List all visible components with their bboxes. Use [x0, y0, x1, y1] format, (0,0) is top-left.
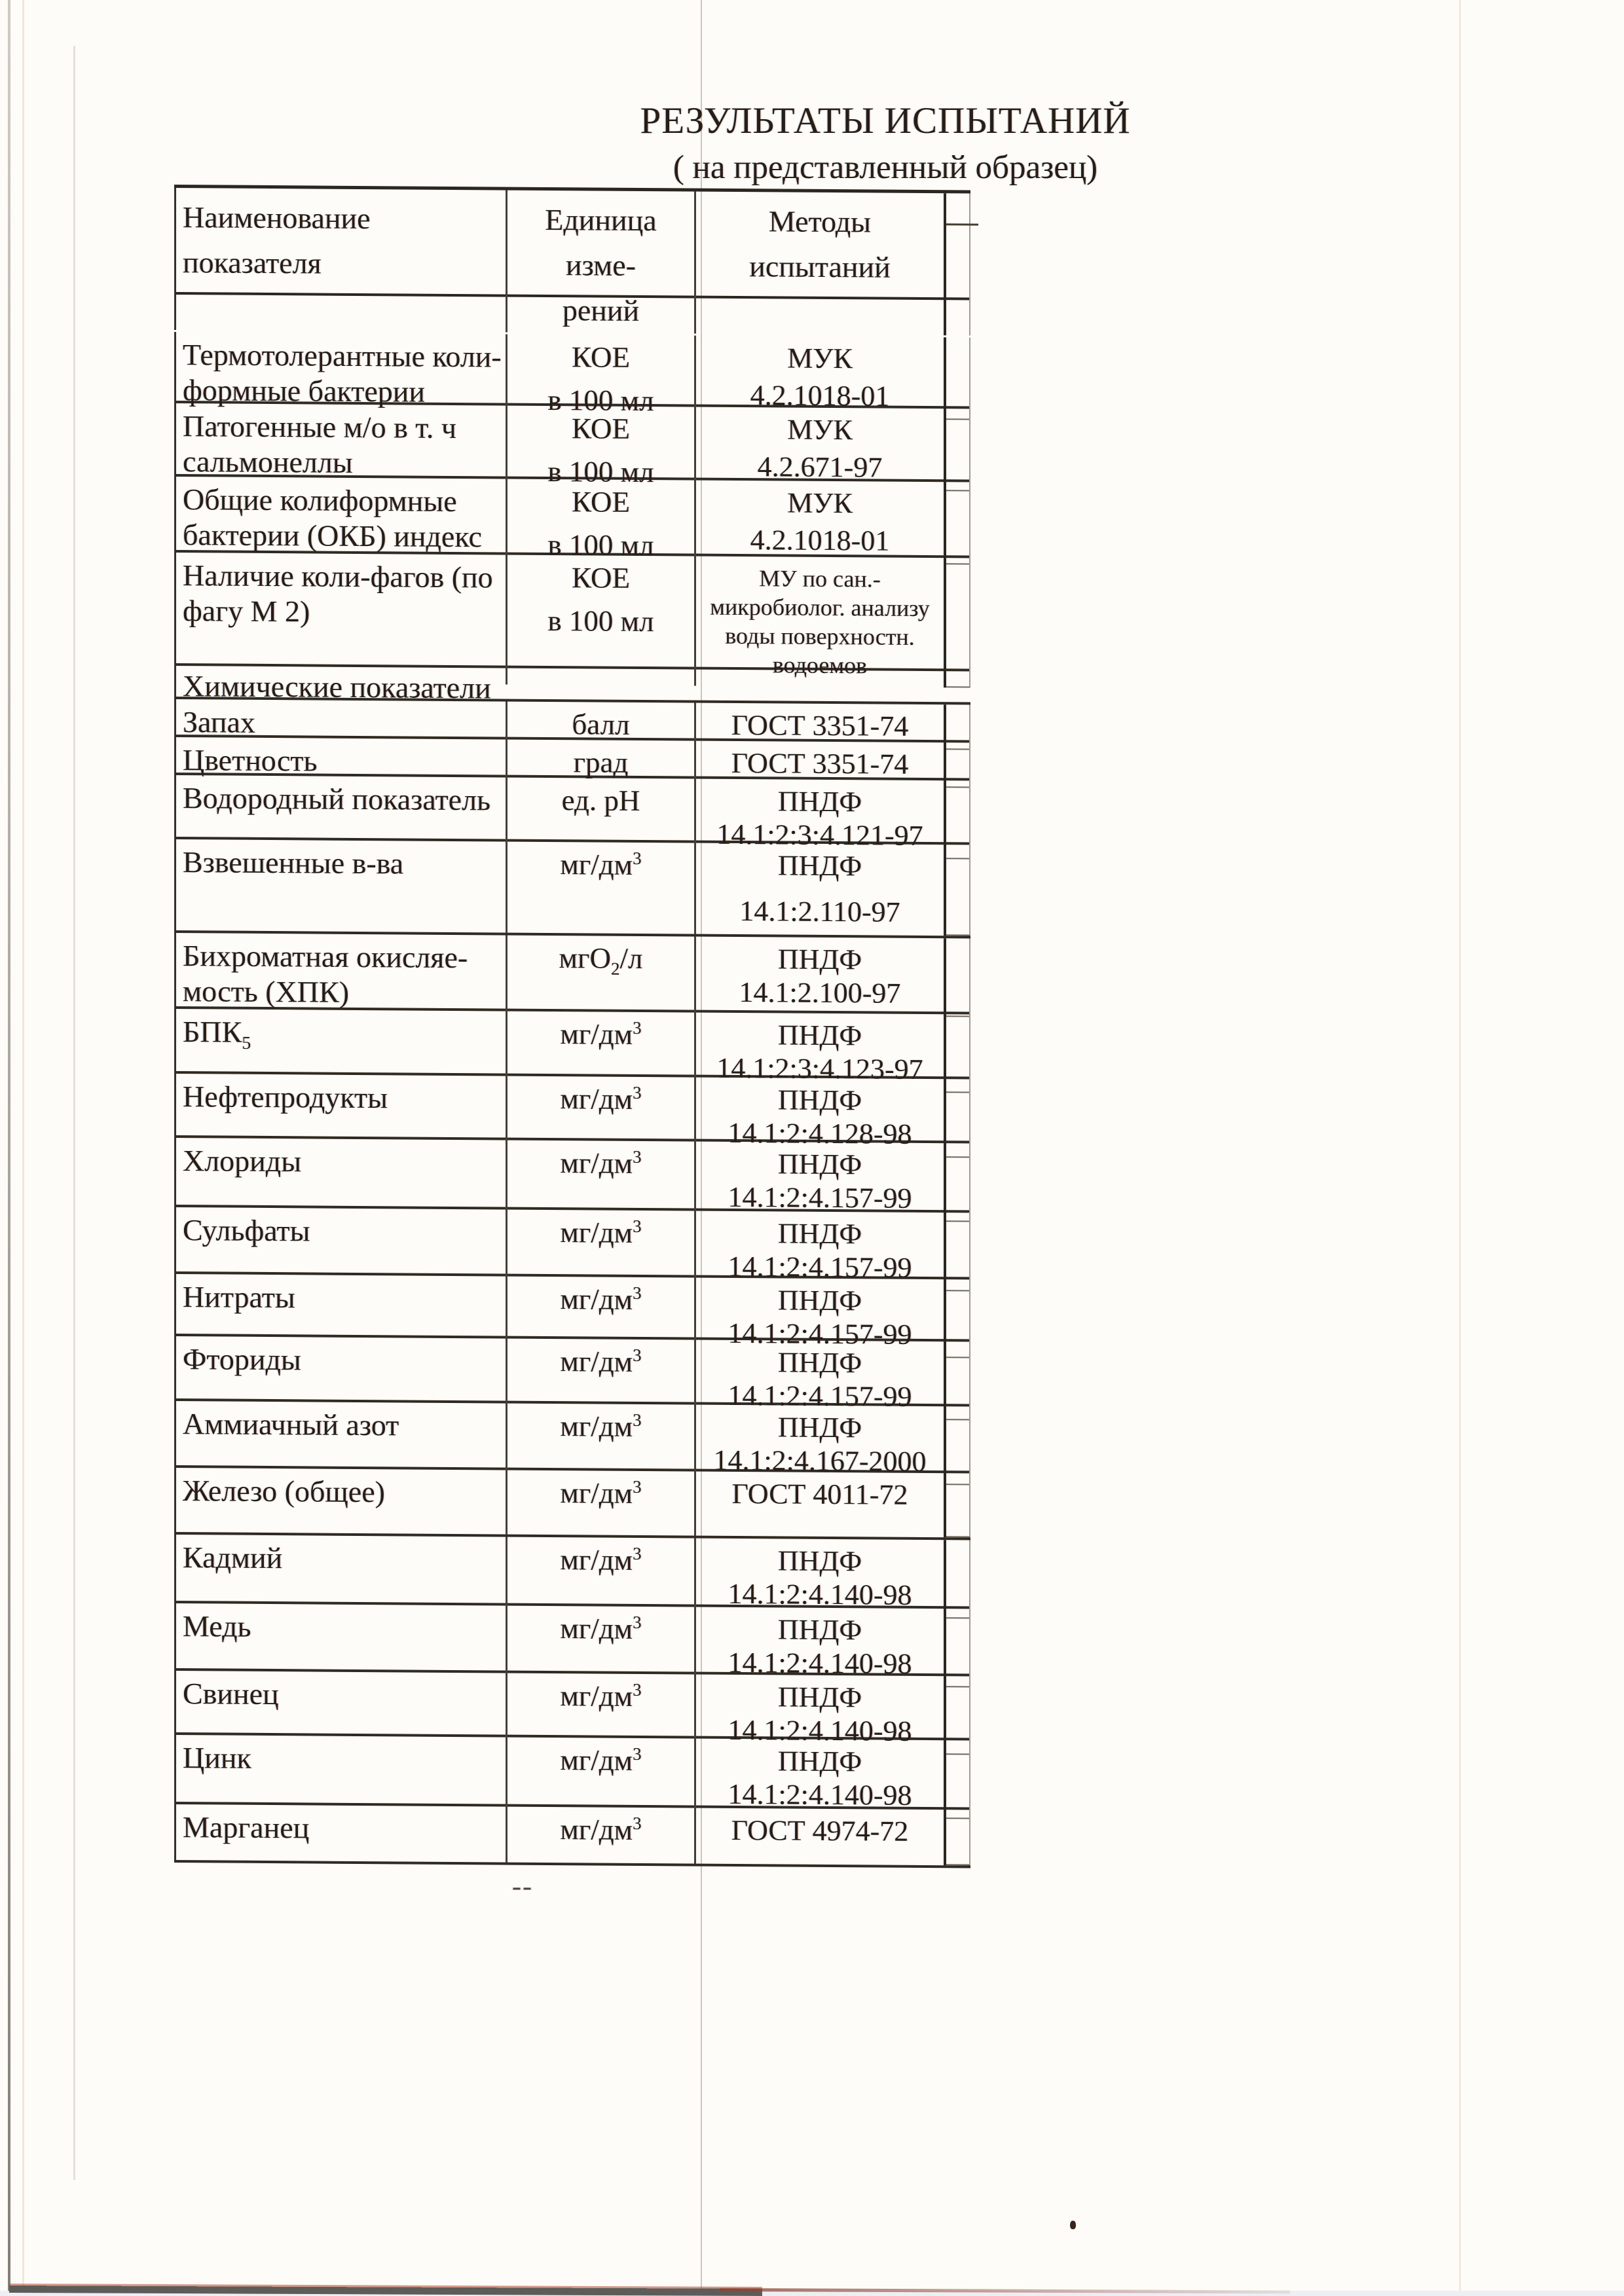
cell-parameter-name: Железо (общее) — [174, 1468, 507, 1535]
cell-method: ПНДФ 14.1:2:4.157-99 — [696, 1340, 946, 1421]
cell-method: ПНДФ 14.1:2:4.140-98 — [696, 1675, 946, 1755]
table-stub-column — [946, 337, 970, 420]
cell-parameter-name: Медь — [174, 1603, 507, 1685]
cell-method: ПНДФ 14.1:2:4.140-98 — [696, 1607, 946, 1688]
cell-unit: КОЕ в 100 мл — [507, 555, 696, 686]
cell-method: МУК 4.2.671-97 — [696, 407, 946, 492]
table-stub-column — [946, 1810, 970, 1865]
cell-unit: балл — [507, 702, 696, 748]
table-row — [174, 933, 970, 1014]
cell-unit: $мг/дм^3$ — [507, 1404, 696, 1484]
header-cell-method: Методы испытаний — [696, 192, 946, 336]
cell-method: ПНДФ 14.1:2:4.167-2000 — [696, 1405, 946, 1485]
cell-parameter-name: Нитраты — [174, 1274, 507, 1355]
cell-method: ПНДФ 14.1:2.100-97 — [696, 937, 946, 1017]
cell-method: ГОСТ 3351-74 — [696, 703, 946, 750]
cell-parameter-name: Сульфаты — [174, 1207, 507, 1288]
table-row — [174, 1274, 970, 1351]
cell-parameter-name: Аммиачный азот — [174, 1401, 507, 1482]
cell-parameter-name: Кадмий — [174, 1535, 507, 1616]
header-row — [174, 185, 970, 327]
table-stub-column — [946, 1473, 970, 1537]
stray-dash-mark: -- — [512, 1872, 533, 1902]
cell-method: ГОСТ 3351-74 — [696, 741, 946, 788]
scan-artifact-line — [73, 46, 75, 2180]
header-cell-parameter: Наименование показателя — [174, 188, 507, 333]
cell-unit: $мг/дм^3$ — [507, 1807, 696, 1864]
cell-parameter-name: Фториды — [174, 1336, 507, 1417]
table-row — [174, 839, 970, 938]
cell-unit: мгО$_2$/л — [507, 936, 696, 1015]
table-row — [174, 1468, 970, 1540]
cell-parameter-name: Термотолерантные коли- формные бактерии — [174, 332, 507, 417]
stub-tick-line — [946, 223, 978, 225]
cell-parameter-name: Бихроматная окисляе- мость (ХПК) — [174, 933, 507, 1014]
table-row — [174, 1804, 970, 1868]
table-stub-column — [946, 193, 970, 335]
table-stub-column — [946, 409, 970, 491]
table-row — [174, 1735, 970, 1810]
table-row — [174, 477, 970, 562]
scan-artifact-line — [1459, 0, 1461, 2296]
cell-unit: КОЕ в 100 мл — [507, 335, 696, 418]
cell-parameter-name: Общие колиформные бактерии (ОКБ) индекс — [174, 477, 507, 562]
results-table — [174, 185, 970, 1868]
table-stub-column — [946, 1740, 970, 1819]
cell-parameter-name: Наличие коли-фагов (по фагу М 2) — [174, 553, 507, 684]
cell-unit: $мг/дм^3$ — [507, 1210, 696, 1290]
cell-parameter-name: Хлориды — [174, 1138, 507, 1219]
cell-unit: $мг/дм^3$ — [507, 1011, 696, 1091]
cell-parameter-name: $БПК_5$ — [174, 1009, 507, 1090]
table-row — [174, 1671, 970, 1747]
cell-method: ПНДФ 14.1:2:4.140-98 — [696, 1539, 946, 1619]
cell-parameter-name: Запах — [174, 699, 507, 747]
table-row — [174, 1074, 970, 1150]
cell-unit: $мг/дм^3$ — [507, 1140, 696, 1220]
cell-method: ГОСТ 4974-72 — [696, 1808, 946, 1866]
cell-method: ПНДФ 14.1:2.110-97 — [696, 843, 946, 936]
cell-unit: КОЕ в 100 мл — [507, 479, 696, 563]
page-left-edge-line — [8, 0, 10, 2296]
table-row — [174, 553, 970, 679]
cell-unit: $мг/дм^3$ — [507, 1738, 696, 1817]
table-row — [174, 1336, 970, 1413]
table-row — [174, 1207, 970, 1284]
header-cell-unit: Единица изме- рений — [507, 191, 696, 334]
cell-parameter-name: Взвешенные в-ва — [174, 839, 507, 933]
cell-method: ПНДФ 14.1:2:3:4.121-97 — [696, 779, 946, 860]
ink-speck — [1070, 2221, 1076, 2229]
cell-parameter-name: Нефтепродукты — [174, 1074, 507, 1155]
cell-method: ПНДФ 14.1:2:4.128-98 — [696, 1078, 946, 1158]
table-row — [174, 1535, 970, 1609]
table-row — [174, 1401, 970, 1478]
cell-unit: $мг/дм^3$ — [507, 1673, 696, 1753]
scan-artifact-line — [22, 0, 24, 2296]
cell-method: ПНДФ 14.1:2:4.157-99 — [696, 1211, 946, 1292]
cell-unit: $мг/дм^3$ — [507, 1339, 696, 1419]
table-stub-column — [946, 938, 970, 1017]
cell-parameter-name: Водородный показатель — [174, 775, 507, 856]
table-stub-column — [946, 845, 970, 936]
cell-parameter-name: Марганец — [174, 1804, 507, 1863]
cell-unit: $мг/дм^3$ — [507, 1277, 696, 1357]
cell-unit: КОЕ в 100 мл — [507, 406, 696, 490]
table-row — [174, 1603, 970, 1680]
cell-unit: $мг/дм^3$ — [507, 1470, 696, 1536]
cell-unit: град — [507, 740, 696, 786]
cell-method: ПНДФ 14.1:2:4.140-98 — [696, 1739, 946, 1819]
cell-unit: ед. рН — [507, 778, 696, 858]
table-stub-column — [946, 558, 970, 687]
table-stub-column — [946, 1143, 970, 1222]
table-row — [174, 737, 970, 780]
cell-method: МУ по сан.- микробиолог. анализу воды поверхностн. водоемов — [696, 556, 946, 687]
table-row — [174, 699, 970, 742]
page-subtitle: ( на представленный образец) — [673, 149, 1098, 186]
table-stub-column — [946, 1540, 970, 1618]
table-row — [174, 403, 970, 489]
table-row — [174, 775, 970, 852]
cell-parameter-name: Свинец — [174, 1671, 507, 1752]
cell-method: МУК 4.2.1018-01 — [696, 481, 946, 565]
table-row — [174, 1138, 970, 1212]
table-row — [174, 1009, 970, 1085]
cell-parameter-name: Цинк — [174, 1735, 507, 1816]
table-row — [174, 332, 970, 418]
cell-unit: $мг/дм^3$ — [507, 1076, 696, 1156]
section-row: Химические показатели — [174, 666, 970, 704]
cell-method: ГОСТ 4011-72 — [696, 1472, 946, 1538]
page-title: РЕЗУЛЬТАТЫ ИСПЫТАНИЙ — [640, 100, 1131, 141]
cell-unit: $мг/дм^3$ — [507, 1537, 696, 1617]
cell-unit: $мг/дм^3$ — [507, 842, 696, 934]
cell-unit: $мг/дм^3$ — [507, 1606, 696, 1686]
table-stub-column — [946, 482, 970, 564]
cell-method: МУК 4.2.1018-01 — [696, 336, 946, 420]
cell-method: ПНДФ 14.1:2:4.157-99 — [696, 1142, 946, 1222]
cell-parameter-name: Патогенные м/о в т. ч сальмонеллы — [174, 403, 507, 488]
cell-method: ПНДФ 14.1:2:4.157-99 — [696, 1278, 946, 1358]
cell-parameter-name: Цветность — [174, 737, 507, 785]
title-block — [623, 100, 1147, 187]
cell-method: ПНДФ 14.1:2:3:4.123-97 — [696, 1013, 946, 1093]
